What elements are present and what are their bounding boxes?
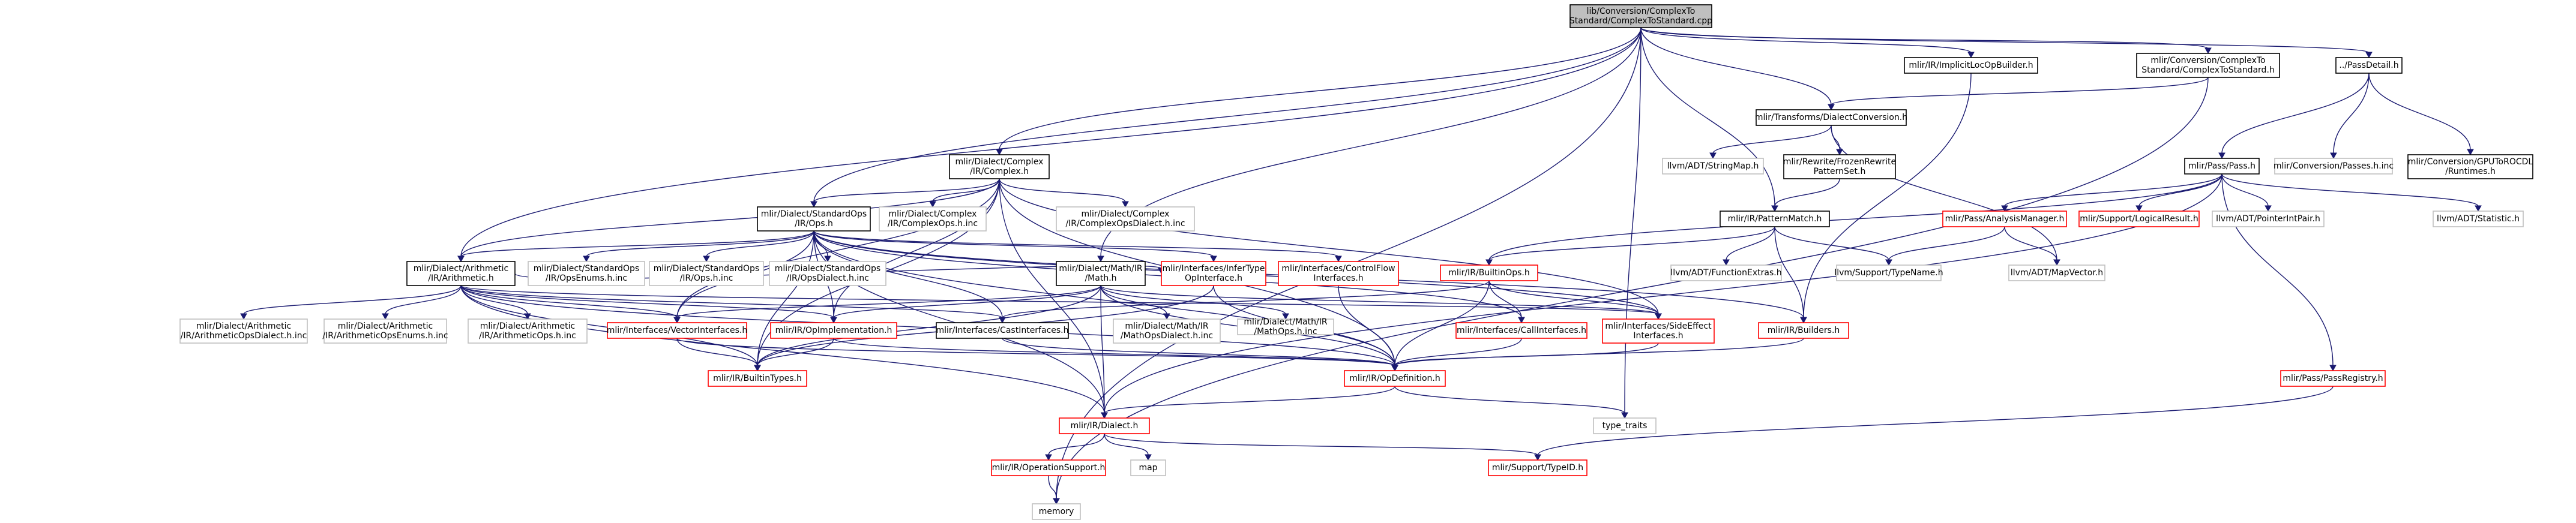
edge-passh-to-analysismgr [2002, 174, 2222, 211]
node-label: mlir/Dialect/Arithmetic [196, 321, 292, 331]
edge-passh-to-pointerintpair [2222, 174, 2271, 211]
node-label: mlir/Interfaces/InferType [1162, 264, 1265, 273]
edge-line [1641, 28, 2208, 49]
node-arithenumsinc [322, 319, 448, 343]
edge-opdef-to-typetraits [1395, 386, 1628, 418]
node-complexopsinc [879, 207, 986, 231]
node-opimpl [771, 323, 897, 338]
edge-dialectconv-to-frozen [1831, 125, 1843, 155]
node-logicalresult [2079, 211, 2199, 227]
edge-arrowhead [703, 256, 709, 262]
node-memory [1032, 504, 1080, 519]
edge-arrowhead [1335, 256, 1341, 262]
node-arithopsinc [468, 319, 587, 343]
node-label: mlir/Dialect/Math/IR [1244, 317, 1328, 327]
edge-arrowhead [2054, 260, 2060, 265]
edge-arrowhead [1828, 104, 1834, 110]
edge-line [1538, 386, 2333, 455]
node-label: llvm/ADT/StringMap.h [1667, 161, 1759, 171]
edge-line [1831, 77, 2208, 105]
node-complexdialectinc [1056, 207, 1194, 231]
edge-arrowhead [1968, 52, 1974, 58]
edge-passh-to-logicalresult [2136, 174, 2222, 211]
edge-line [999, 179, 1125, 202]
node-sideeffect [1602, 319, 1714, 343]
edge-line [461, 28, 1641, 257]
node-label: llvm/Support/TypeName.h [1834, 268, 1943, 278]
edge-arrowhead [930, 202, 936, 207]
node-callif [1456, 323, 1587, 338]
node-label: mlir/Dialect/StandardOps [653, 264, 760, 273]
node-label: Standard/ComplexToStandard.h [2141, 65, 2275, 75]
edge-line [1104, 434, 1538, 455]
node-label: mlir/Dialect/StandardOps [774, 264, 881, 273]
edge-passdetail-to-gputorocdl [2369, 73, 2473, 155]
edge-patternmatch-to-builtinops [1486, 227, 1775, 265]
edge-line [1338, 285, 1395, 366]
edge-line [814, 28, 1641, 202]
edge-root-to-typetraits [1622, 28, 1641, 418]
edge-stdops-to-infertype [814, 231, 1217, 262]
node-label: lib/Conversion/ComplexTo [1586, 7, 1696, 16]
edge-arrowhead [1710, 153, 1716, 158]
node-label: OpInterface.h [1185, 273, 1242, 283]
node-typetraits [1593, 418, 1656, 434]
edge-arrowhead [996, 149, 1002, 155]
nodes-layer [180, 5, 2533, 519]
node-label: mlir/Dialect/Complex [1081, 209, 1170, 219]
node-pointerintpair [2212, 211, 2324, 227]
node-label: mlir/Support/LogicalResult.h [2080, 214, 2198, 224]
node-label: Standard/ComplexToStandard.cpp [1569, 16, 1713, 26]
node-label: mlir/Dialect/Complex [888, 209, 977, 219]
edge-dialectconv-to-stringmap [1710, 125, 1831, 158]
edge-arrowhead [2330, 365, 2336, 371]
node-label: ../PassDetail.h [2339, 61, 2399, 70]
node-label: llvm/ADT/MapVector.h [2010, 268, 2104, 278]
edge-line [1889, 227, 2005, 260]
edge-convheader-to-memory [1053, 77, 2208, 504]
node-frozen[interactable] [1783, 155, 1896, 179]
node-label: llvm/ADT/FunctionExtras.h [1670, 268, 1782, 278]
node-label: Interfaces.h [1313, 273, 1364, 283]
edge-dialecth-to-typeid [1104, 434, 1541, 460]
node-label: mlir/Conversion/ComplexTo [2150, 56, 2266, 65]
node-label: mlir/Conversion/Passes.h.inc [2273, 161, 2394, 171]
node-label: mlir/Conversion/GPUToROCDL [2407, 157, 2533, 167]
edge-arrowhead [1211, 256, 1217, 262]
node-label: /IR/ArithmeticOps.h.inc [479, 331, 576, 341]
edge-callif-to-opdef [1392, 338, 1521, 371]
edge-vectorif-to-builtintypes [677, 338, 760, 371]
node-infertype [1161, 262, 1266, 285]
edge-arrowhead [2475, 206, 2481, 211]
node-dialecth [1059, 418, 1149, 434]
node-label: /IR/Ops.h.inc [679, 273, 733, 283]
edge-stdops-to-controlflow [814, 231, 1341, 262]
node-label: memory [1038, 507, 1074, 516]
node-label: PatternSet.h [1813, 167, 1866, 176]
node-label: mlir/Dialect/Complex [955, 157, 1044, 167]
node-label: /IR/ComplexOps.h.inc [887, 219, 978, 229]
node-label: mlir/Interfaces/VectorInterfaces.h [606, 326, 748, 335]
edge-arrowhead [458, 256, 464, 262]
node-label: mlir/IR/PatternMatch.h [1727, 214, 1822, 224]
node-convheader[interactable] [2137, 53, 2280, 77]
edge-line [2222, 174, 2333, 366]
node-buildersh [1759, 323, 1849, 338]
node-mathdialectinc [1113, 319, 1220, 343]
node-label: /IR/ArithmeticOpsEnums.h.inc [322, 331, 448, 341]
edge-line [385, 285, 461, 314]
node-label: mlir/IR/OperationSupport.h [992, 463, 1106, 473]
node-typename [1834, 265, 1943, 281]
node-label: mlir/Dialect/StandardOps [760, 209, 867, 219]
edge-arrowhead [2467, 149, 2473, 155]
edge-arrowhead [1046, 455, 1052, 460]
edge-arrowhead [1098, 256, 1104, 262]
node-vectorif [607, 323, 748, 338]
edge-root-to-stdops [811, 28, 1641, 207]
node-label: mlir/Interfaces/SideEffect [1605, 321, 1712, 331]
edge-arrowhead [2265, 206, 2271, 211]
node-opsupport [992, 460, 1106, 476]
edge-arithh-to-arithenumsinc [382, 285, 461, 319]
edge-line [814, 231, 1214, 257]
node-stringmap [1663, 158, 1763, 174]
node-label: mlir/Dialect/Math/IR [1125, 321, 1209, 331]
edge-arithh-to-vectorif [461, 285, 680, 323]
node-funcextras [1670, 265, 1781, 281]
edge-arrowhead [2219, 153, 2225, 158]
edge-line [834, 179, 999, 318]
edge-passdetail-to-passh [2219, 73, 2369, 158]
edge-stdops-to-arithh [458, 231, 814, 262]
node-typeid [1488, 460, 1587, 476]
node-label: mlir/IR/Builders.h [1767, 326, 1840, 335]
node-label: /IR/Complex.h [969, 167, 1029, 176]
edge-line [706, 231, 814, 257]
node-label: /Math.h [1085, 273, 1117, 283]
node-stdenums [528, 262, 645, 285]
node-label: type_traits [1602, 421, 1648, 431]
node-label: mlir/Interfaces/CallInterfaces.h [1456, 326, 1587, 335]
edge-passh-to-passregistry [2222, 174, 2336, 371]
edge-arrowhead [1145, 455, 1151, 460]
node-label: mlir/IR/BuiltinTypes.h [713, 374, 802, 383]
node-label: llvm/ADT/PointerIntPair.h [2216, 214, 2320, 224]
edge-line [1104, 386, 1395, 413]
edge-arrowhead [241, 314, 247, 319]
node-label: /IR/Arithmetic.h [428, 273, 494, 283]
edge-line [461, 285, 1658, 314]
node-label: /IR/Ops.h [795, 219, 833, 229]
node-label: /IR/ComplexOpsDialect.h.inc [1065, 219, 1185, 229]
node-label: mlir/Support/TypeID.h [1491, 463, 1584, 473]
node-label: mlir/Dialect/Arithmetic [413, 264, 509, 273]
node-label: llvm/ADT/Statistic.h [2436, 214, 2520, 224]
edge-arithh-to-arithdialectinc [241, 285, 461, 319]
node-label: mlir/IR/BuiltinOps.h [1448, 268, 1530, 278]
node-label: /IR/ArithmeticOpsDialect.h.inc [180, 331, 307, 341]
edge-line [2139, 174, 2222, 206]
node-label: mlir/Dialect/Arithmetic [480, 321, 576, 331]
edge-arrowhead [1723, 260, 1729, 265]
edge-arrowhead [2366, 52, 2372, 58]
edge-line [1104, 174, 2222, 413]
node-patternmatch[interactable] [1720, 211, 1829, 227]
node-label: mlir/Interfaces/CastInterfaces.h [936, 326, 1069, 335]
edge-line [1056, 77, 2208, 499]
edge-line [814, 179, 999, 202]
node-passdetail[interactable] [2336, 58, 2402, 73]
edge-analysismgr-to-typename [1886, 227, 2005, 265]
edge-arrowhead [2331, 153, 2337, 158]
node-arithh[interactable] [407, 262, 515, 285]
node-label: Interfaces.h [1633, 331, 1684, 341]
edge-arrowhead [1486, 260, 1492, 265]
edge-builtinops-to-callif [1489, 281, 1524, 323]
node-passh[interactable] [2185, 158, 2259, 174]
edge-builtinops-to-sideeffect [1489, 281, 1661, 319]
edge-arrowhead [811, 202, 817, 207]
edge-arrowhead [999, 317, 1005, 323]
edge-line [244, 285, 461, 314]
edge-opdef-to-dialecth [1101, 386, 1395, 418]
edge-complexh-to-stdops [811, 179, 999, 207]
edge-complexh-to-complexopsinc [930, 179, 999, 207]
edge-arrowhead [2136, 206, 2142, 211]
node-map [1131, 460, 1166, 476]
node-label: mlir/Interfaces/ControlFlow [1281, 264, 1395, 273]
edge-arrowhead [1655, 314, 1661, 319]
node-arithdialectinc [180, 319, 307, 343]
edge-root-to-implicitloc [1641, 28, 1974, 58]
edge-line [2334, 73, 2369, 154]
edge-frozen-to-patternmatch [1772, 179, 1840, 211]
node-label: mlir/Pass/Pass.h [2188, 161, 2256, 171]
edge-convheader-to-dialectconv [1828, 77, 2208, 110]
node-label: /IR/OpsEnums.h.inc [545, 273, 628, 283]
node-label: mlir/Pass/AnalysisManager.h [1945, 214, 2065, 224]
edge-line [1831, 125, 2057, 260]
edge-line [1713, 125, 1831, 154]
node-builtintypes [708, 371, 807, 386]
node-label: mlir/Dialect/Arithmetic [337, 321, 433, 331]
node-dialectconv[interactable] [1755, 110, 1907, 125]
edge-arrowhead [1535, 455, 1541, 460]
edge-line [1625, 28, 1641, 413]
node-label: mlir/IR/OpImplementation.h [775, 326, 892, 335]
edge-patternmatch-to-funcextras [1723, 227, 1775, 265]
edge-arrowhead [1801, 317, 1807, 323]
edge-passh-to-dialecth [1101, 174, 2222, 418]
node-label: mlir/Dialect/StandardOps [533, 264, 640, 273]
node-statistic [2433, 211, 2523, 227]
node-analysismgr [1943, 211, 2066, 227]
node-label: /MathOps.h.inc [1254, 327, 1317, 336]
edge-dialecth-to-opsupport [1046, 434, 1104, 460]
edge-line [2005, 227, 2057, 260]
node-passregistry [2281, 371, 2385, 386]
edge-line [2369, 73, 2470, 150]
edge-arrowhead [1837, 149, 1843, 155]
edge-line [1831, 125, 1840, 150]
edge-arrowhead [382, 314, 388, 319]
node-stdopsinc [649, 262, 763, 285]
edge-controlflow-to-opdef [1338, 285, 1398, 371]
edge-patternmatch-to-typename [1775, 227, 1892, 265]
edge-line [461, 231, 814, 257]
edge-arrowhead [1101, 413, 1107, 418]
edge-stdops-to-stdopsinc [703, 231, 814, 262]
edge-arrowhead [674, 317, 680, 323]
edge-line [1395, 338, 1804, 366]
edge-arithh-to-castif [461, 285, 1005, 323]
edge-opimpl-to-builtintypes [754, 338, 834, 371]
edge-line [1395, 343, 1658, 366]
node-implicitloc[interactable] [1904, 58, 2038, 73]
node-label: /MathOpsDialect.h.inc [1120, 331, 1214, 341]
node-builtinops [1440, 265, 1538, 281]
edge-arrowhead [1122, 202, 1128, 207]
node-label: mlir/Dialect/Math/IR [1059, 264, 1143, 273]
node-label: mlir/IR/ImplicitLocOpBuilder.h [1909, 61, 2033, 70]
edge-dialecth-to-map [1104, 434, 1151, 460]
edge-line [2222, 73, 2369, 154]
edge-line [1049, 476, 1056, 499]
edge-arrowhead [1392, 365, 1398, 371]
edge-line [1101, 285, 1104, 413]
edge-passdetail-to-convpasses [2331, 73, 2369, 158]
edge-line [814, 231, 1338, 257]
edge-passh-to-statistic [2222, 174, 2481, 211]
node-controlflow [1278, 262, 1398, 285]
edge-vectorif-to-opdef [677, 338, 1398, 371]
node-label: mlir/IR/Dialect.h [1070, 421, 1139, 431]
node-root[interactable] [1569, 5, 1712, 28]
node-label: mlir/Rewrite/FrozenRewrite [1783, 157, 1897, 167]
edge-complexh-to-complexdialectinc [999, 179, 1128, 207]
node-mapvector [2009, 265, 2105, 281]
edge-arrowhead [1772, 206, 1778, 211]
node-label: map [1139, 463, 1158, 473]
edge-arithh-to-opimpl [461, 285, 837, 323]
node-mathh[interactable] [1056, 262, 1145, 285]
edge-arrowhead [1886, 260, 1892, 265]
edge-arrowhead [1518, 317, 1524, 323]
edge-root-to-complexh [996, 28, 1641, 155]
edge-line [1395, 386, 1625, 413]
edge-line [999, 28, 1641, 150]
node-label: /Runtimes.h [2445, 167, 2496, 176]
node-castif[interactable] [936, 323, 1068, 338]
edge-line [677, 338, 757, 366]
edge-arrowhead [2205, 48, 2211, 53]
edge-arrowhead [754, 365, 760, 371]
node-label: /IR/OpsDialect.h.inc [786, 273, 869, 283]
edge-line [1775, 179, 1840, 206]
node-convpasses [2274, 158, 2394, 174]
node-stddialectinc [769, 262, 886, 285]
node-complexh[interactable] [949, 155, 1049, 179]
edge-sideeffect-to-opdef [1392, 343, 1658, 371]
node-opdef [1344, 371, 1445, 386]
node-label: mlir/Pass/PassRegistry.h [2283, 374, 2383, 383]
node-stdops[interactable] [757, 207, 870, 231]
node-label: mlir/IR/OpDefinition.h [1349, 374, 1440, 383]
node-label: mlir/Transforms/DialectConversion.h [1754, 113, 1908, 122]
edge-arrowhead [583, 256, 589, 262]
edge-line [1101, 285, 1167, 314]
node-gputorocdl[interactable] [2408, 155, 2533, 179]
edge-arrowhead [1622, 413, 1628, 418]
edge-arrowhead [1053, 498, 1059, 504]
edge-arrowhead [831, 317, 837, 323]
node-mathopsinc [1238, 317, 1334, 336]
